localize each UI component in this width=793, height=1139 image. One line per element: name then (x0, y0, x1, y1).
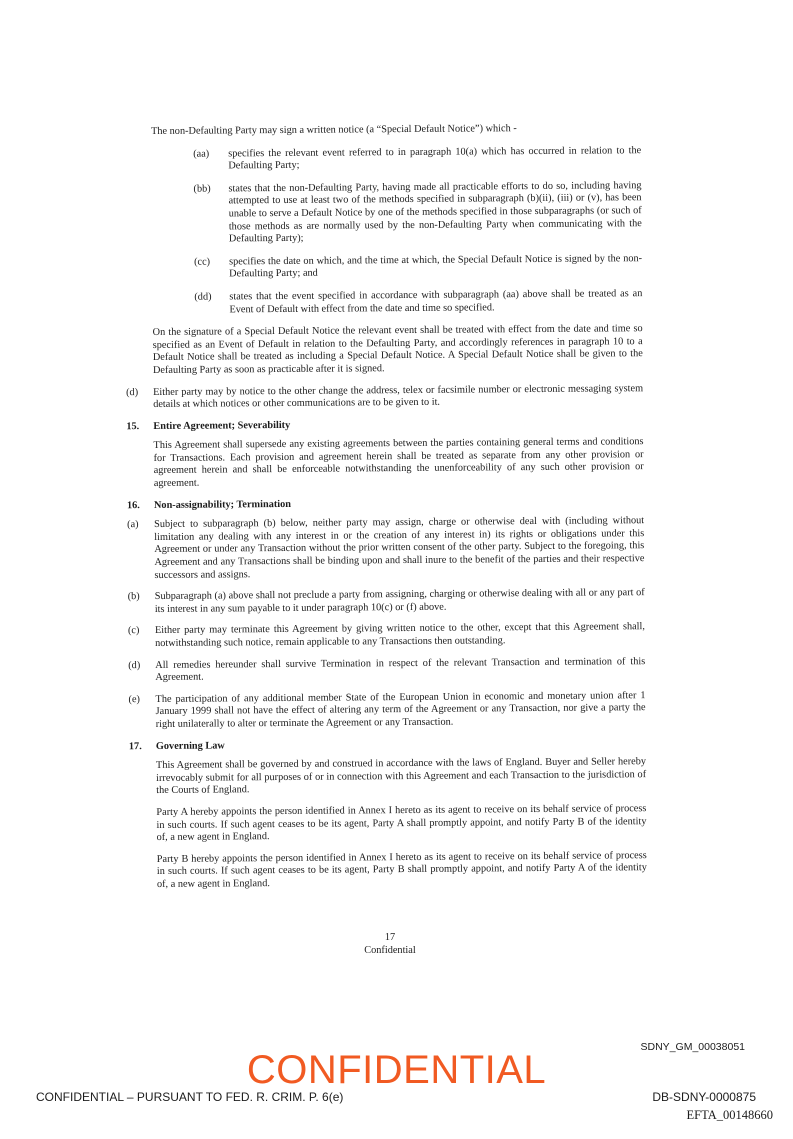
bates-number-sdny: SDNY_GM_00038051 (640, 1041, 745, 1053)
item-label: (e) (128, 693, 140, 705)
section-16-heading (126, 496, 644, 512)
section-title: Entire Agreement; Severability (153, 419, 291, 432)
grand-jury-notice: CONFIDENTIAL – PURSUANT TO FED. R. CRIM. P. 6(e) (36, 1090, 344, 1104)
section-number: 15. (126, 420, 140, 432)
page-footer (330, 932, 450, 957)
section-17-heading (128, 737, 646, 753)
item-text: Either party may terminate this Agreement by giving written notice to the other, except that this Agreement shall, notwithstanding such notice, remain applicable to any Transactions then outstanding. (154, 621, 645, 649)
section-number: 17. (128, 740, 142, 752)
signature-paragraph: On the signature of a Special Default Notice the relevant event shall be treated with effect from the date and time so specified as an Event of Default in relation to the Defaulting Party, and accordingly references in paragraph 10 to a Default Notice shall be treated as including a Special Default Notice. A Special Default Notice shall be given to the Defaulting Party as soon as practicable after it is signed. (152, 323, 643, 376)
section-16-item-d (128, 655, 646, 685)
section-17-paragraph: Party A hereby appoints the person identified in Annex I hereto as its agent to receive on its behalf service of process in such courts. If such agent ceases to be its agent, Party A shall promptly appoint, and notify Party B of the identity of, a new agent in England. (156, 803, 647, 844)
section-17-paragraph: This Agreement shall be governed by and construed in accordance with the laws of England. Buyer and Seller hereby irrevocably submit for all purposes of or in connection with this Agreement and each Transaction to the jurisdiction of the Courts of England. (155, 756, 647, 797)
subitem-aa (151, 145, 641, 174)
section-16-item-c (127, 621, 645, 651)
subitem-bb (151, 180, 641, 247)
page-label: Confidential (364, 944, 416, 956)
item-d (126, 382, 644, 412)
confidential-stamp: CONFIDENTIAL (246, 1048, 547, 1092)
section-15-heading (126, 417, 643, 433)
efta-number: EFTA_00148660 (686, 1108, 773, 1122)
section-16-item-b (127, 587, 645, 616)
subitem-label: (bb) (193, 183, 211, 195)
item-text: The participation of any additional member State of the European Union in economic and monetary union after 1 January 1999 shall not have the effect of altering any term of the Agreement or any Transaction, nor give a party the right unilaterally to alter or terminate the Agreement or any Transaction. (155, 689, 646, 730)
section-16-item-e (128, 689, 646, 732)
subitem-label: (cc) (194, 256, 211, 268)
section-17-paragraph: Party B hereby appoints the person identified in Annex I hereto as its agent to receive on its behalf service of process in such courts. If such agent ceases to be its agent, Party B shall promptly appoint, and notify Party A of the identity of, a new agent in England. (156, 849, 647, 890)
subitem-cc (152, 253, 642, 282)
item-text: Either party may by notice to the other change the address, telex or facsimile number or electronic messaging system details at which notices or other communications are to be given to it. (153, 382, 644, 411)
subitem-label: (aa) (193, 148, 210, 160)
section-16-item-a (127, 515, 645, 582)
intro-paragraph: The non-Defaulting Party may sign a written notice (a “Special Default Notice”) which - (151, 123, 517, 137)
item-label: (d) (128, 659, 141, 671)
subitem-text: states that the non-Defaulting Party, having made all practicable efforts to do so, including having attempted to use at least two of the methods specified in subparagraph (b)(ii), (iii) or (v), has been unable to serve a Default Notice by one of the methods specified in those subparagraphs (or such of those methods as are normally used by the non-Defaulting Party when communicating with the Defaulting Party); (228, 179, 642, 245)
bates-number-db: DB-SDNY-0000875 (652, 1090, 756, 1104)
item-label: (b) (127, 591, 140, 603)
item-text: Subject to subparagraph (b) below, neither party may assign, charge or otherwise deal with (including without limitation any dealing with any interest in or the creation of any interest in) its rights or obligations under this Agreement or under any Transaction without the prior written consent of the other party. Subject to the foregoing, this Agreement and any Transactions shall be binding upon and shall inure to the benefit of the parties and their respective successors and assigns. (154, 515, 645, 581)
subitem-text: states that the event specified in accordance with subparagraph (aa) above shall be treated as an Event of Default with effect from the date and time so specified. (229, 288, 643, 315)
section-title: Governing Law (155, 740, 225, 752)
document-body (126, 122, 647, 900)
item-text: All remedies hereunder shall survive Termination in respect of the relevant Transaction and termination of this Agreement. (155, 655, 646, 684)
item-text: Subparagraph (a) above shall not preclude a party from assigning, charging or otherwise dealing with all or any part of its interest in any sum payable to it under paragraph 10(c) or (f) above. (154, 587, 645, 615)
item-label: (a) (127, 519, 139, 531)
item-label: (d) (126, 386, 139, 398)
subitem-text: specifies the relevant event referred to in paragraph 10(a) which has occurred in relation to the Defaulting Party; (228, 144, 642, 172)
item-label: (c) (127, 625, 140, 637)
subitem-dd (152, 288, 642, 317)
subitem-text: specifies the date on which, and the time at which, the Special Default Notice is signed by the non-Defaulting Party; and (229, 252, 643, 280)
section-15-text: This Agreement shall supersede any existing agreements between the parties containing general terms and conditions for Transactions. Each provision and agreement herein shall be treated as separate from any other provision or agreement herein and shall be enforceable notwithstanding the unenforceability of any such other provision or agreement. (153, 436, 644, 490)
section-title: Non-assignability; Termination (153, 498, 292, 511)
page-number: 17 (384, 932, 396, 943)
section-number: 16. (126, 499, 140, 511)
subitem-label: (dd) (194, 291, 212, 303)
